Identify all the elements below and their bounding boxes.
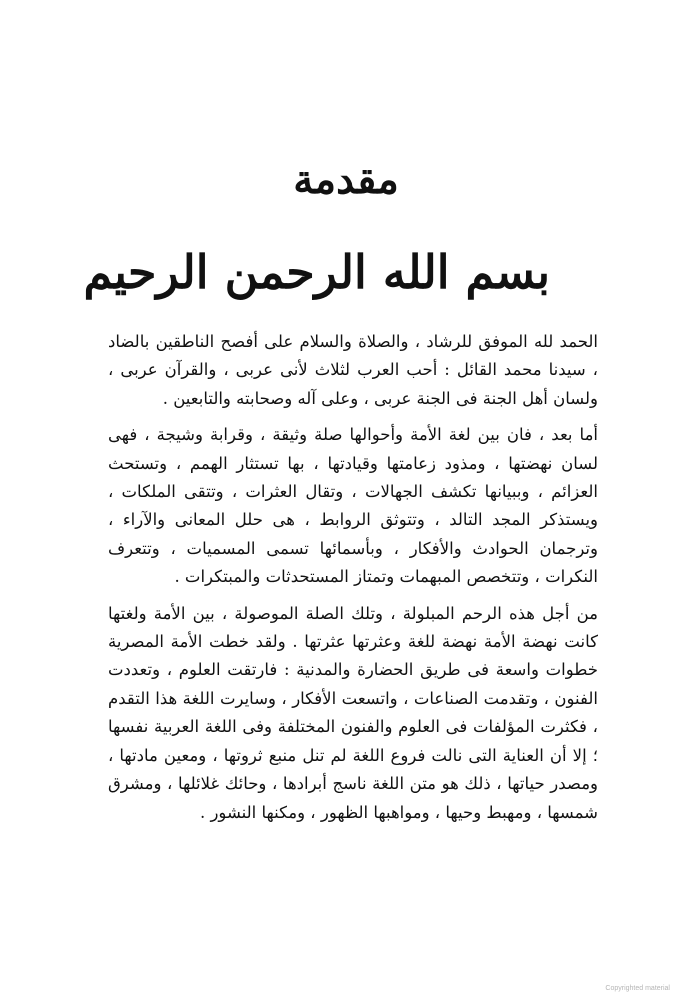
paragraph-renaissance: من أجل هذه الرحم المبلولة ، وتلك الصلة الموصولة ، بين الأمة ولغتها كانت نهضة الأمة نهضة للغة وعثرتها عثرتها . ولقد خطت الأمة المصرية خطوات واسعة فى طريق الحضارة والمدنية : فارتقت العلوم ، وتعددت الفنون ، وتقدمت الصناعات ، واتسعت الأفكار ، وسايرت اللغة هذا التقدم ، فكثرت المؤلفات فى العلوم والفنون المختلفة وفى اللغة العربية نفسها ؛ إلا أن العناية التى نالت فروع اللغة لم تنل منبع ثروتها ، ومعين مادتها ، ومصدر حياتها ، ذلك هو متن اللغة ناسج أبرادها ، وحائك غلائلها ، ومشرق شمسها ، ومهبط وحيها ، ومواهبها الظهور ، ومكنها النشور . xyxy=(108,603,598,822)
paragraph-language-and-nation: أما بعد ، فان بين لغة الأمة وأحوالها صلة وثيقة ، وقرابة وشيجة ، فهى لسان نهضتها ، ومذود زعامتها وقيادتها ، بها تستثار الهمم ، وتستحث العزائم ، وببيانها تكشف الجهالات ، وتقال العثرات ، وتتقى الملكات ، ويستذكر المجد التالد ، وتتوثق الروابط ، هى حلل المعانى والآراء ، وترجمان الحوادث والأفكار ، وبأسمائها تسمى المسميات ، وتتعرف النكرات ، وتتخصص المبهمات وتمتاز المستحدثات والمبتكرات . xyxy=(108,425,598,587)
basmala-heading: بسم الله الرحمن الرحيم xyxy=(83,245,550,299)
body-text xyxy=(108,328,598,827)
paragraph-opening: الحمد لله الموفق للرشاد ، والصلاة والسلام على أفصح الناطقين بالضاد ، سيدنا محمد القائل : أحب العرب لثلاث لأنى عربى ، والقرآن عربى ، ولسان أهل الجنة فى الجنة عربى ، وعلى آله وصحابته والتابعين . xyxy=(108,332,598,408)
copyright-watermark: Copyrighted material xyxy=(605,985,670,992)
page-title: مقدمة xyxy=(293,156,399,203)
